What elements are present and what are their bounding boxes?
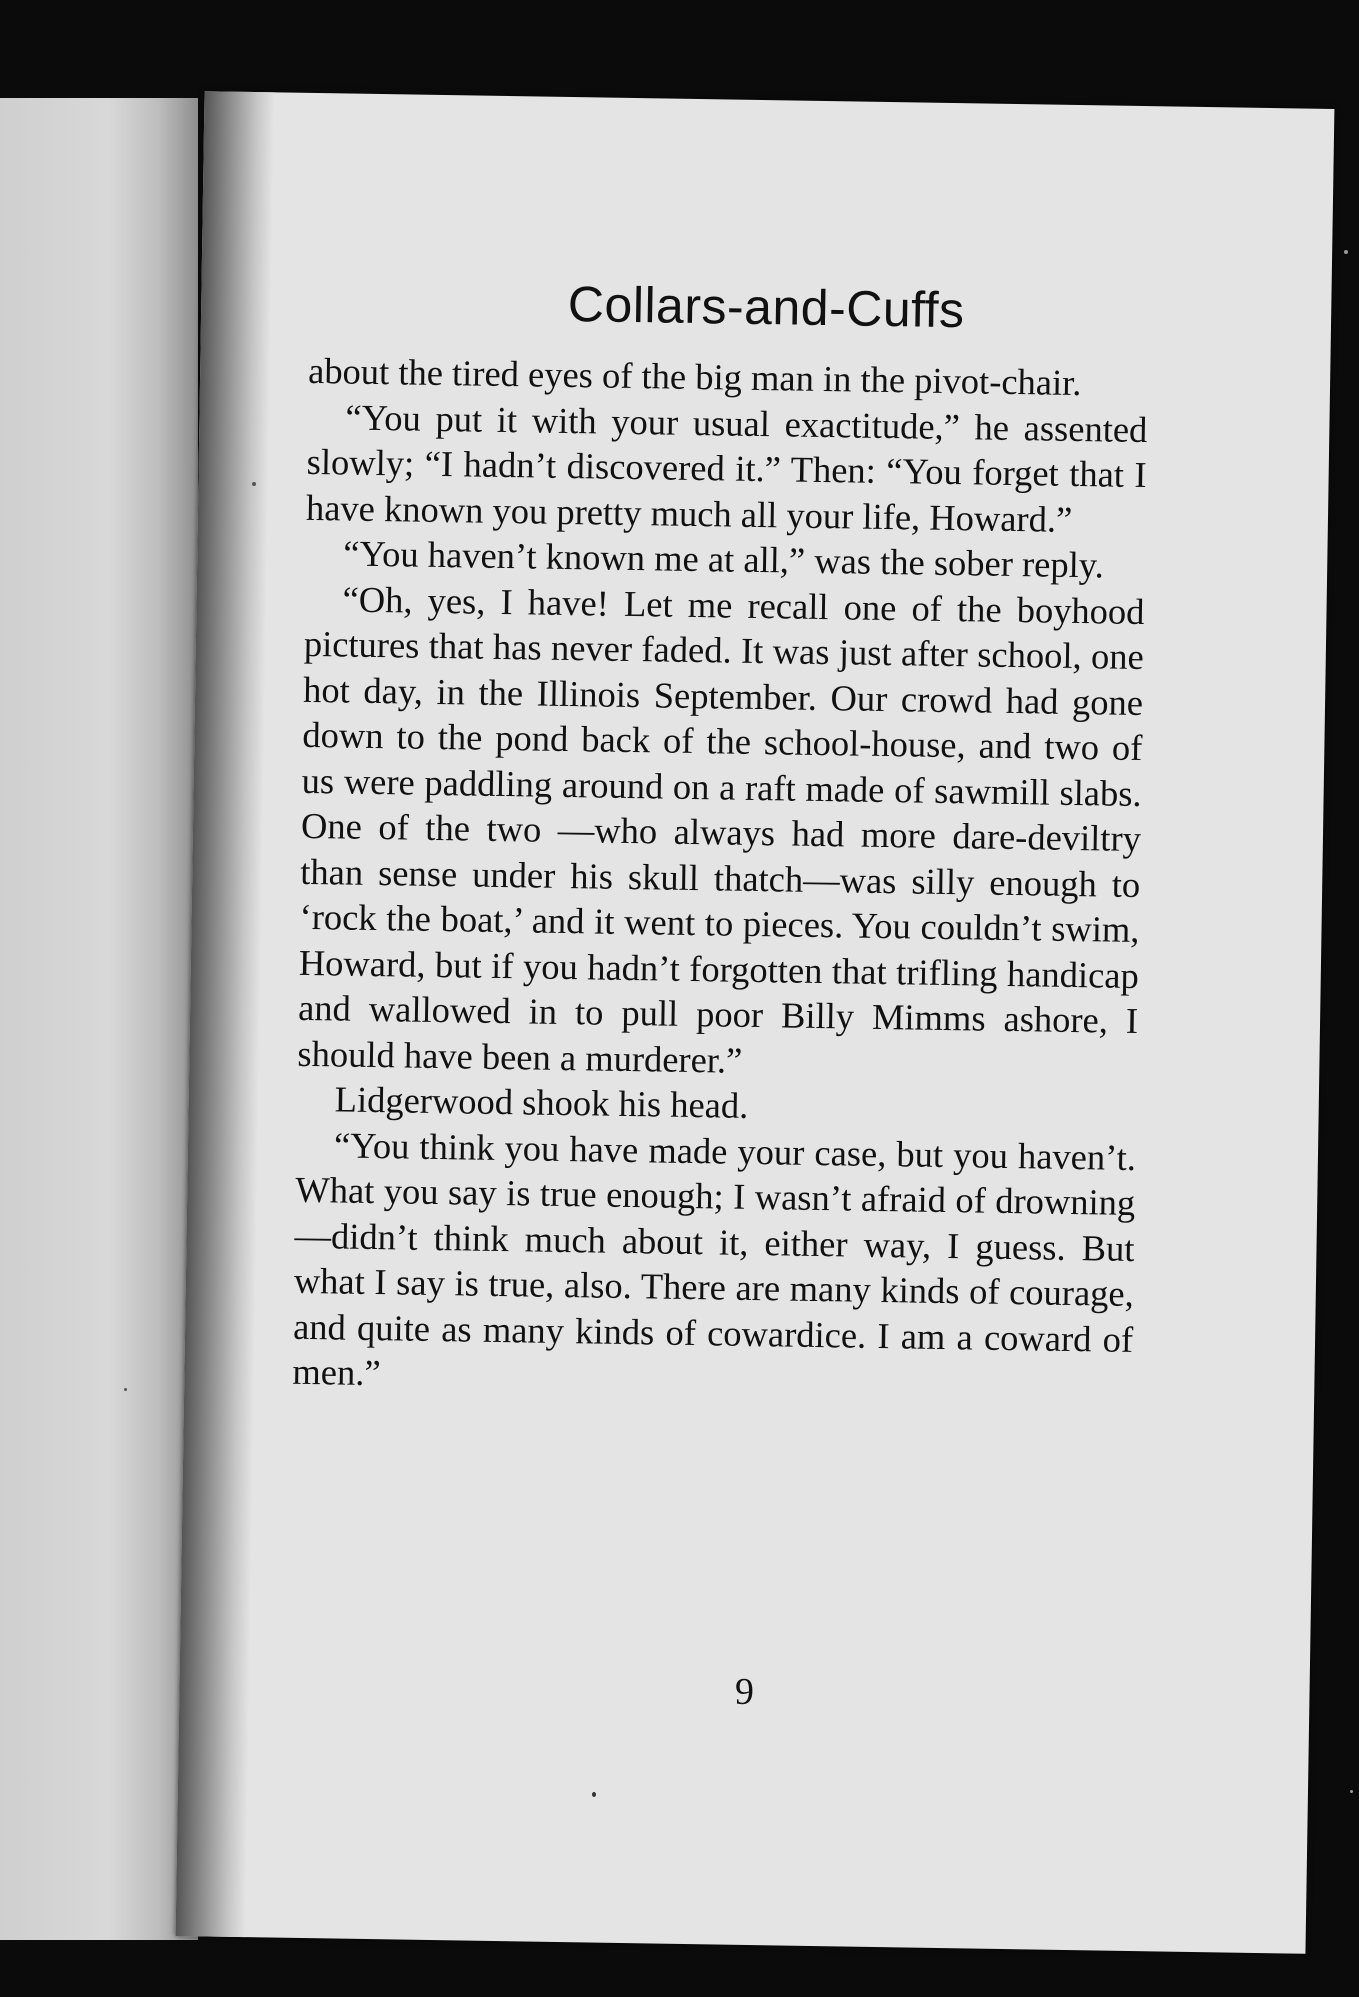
scan-speck [592, 1792, 596, 1797]
paragraph: “Oh, yes, I have! Let me recall one of the boyhood pictures that has never faded. It was just after school, one hot day, in the Illinois September. Our crowd had gone down to the pond back of the school-house, and two of us were paddling around on a raft made of sawmill slabs. One of the two —who always had more dare-deviltry than sense under his skull thatch—was silly enough to ‘rock the boat,’ and it went to pieces. You couldn’t swim, Howard, but if you hadn’t forgotten that trifling handicap and wallowed in to pull poor Billy Mimms ashore, I should have been a murderer.” [297, 577, 1145, 1081]
running-head: Collars-and-Cuffs [567, 275, 965, 339]
paragraph: “You put it with your usual exactitude,” he assented slowly; “I hadn’t discovered it.” Then: “You forget that I have known you pretty much all your life, Howard.” [305, 395, 1148, 540]
paragraph: “You haven’t known me at all,” was the sober reply. [343, 532, 1105, 586]
left-page-edge [0, 98, 198, 1940]
scan-speck [1350, 1790, 1353, 1793]
paragraph: about the tired eyes of the big man in the pivot-chair. [307, 349, 1082, 404]
page-number: 9 [734, 1670, 755, 1714]
scan-speck [252, 482, 256, 486]
book-page [176, 91, 1335, 1954]
paragraph: “You think you have made your case, but you haven’t. What you say is true enough; I wasn’t afraid of drowning—didn’t think much about it, either way, I guess. But what I say is true, also. There are many kinds of courage, and quite as many kinds of cowardice. I am a coward of men.” [292, 1123, 1137, 1394]
body-text [292, 348, 1148, 1408]
paragraph: Lidgerwood shook his head. [334, 1078, 749, 1126]
scan-speck [1344, 250, 1348, 254]
scan-speck [124, 1388, 127, 1391]
